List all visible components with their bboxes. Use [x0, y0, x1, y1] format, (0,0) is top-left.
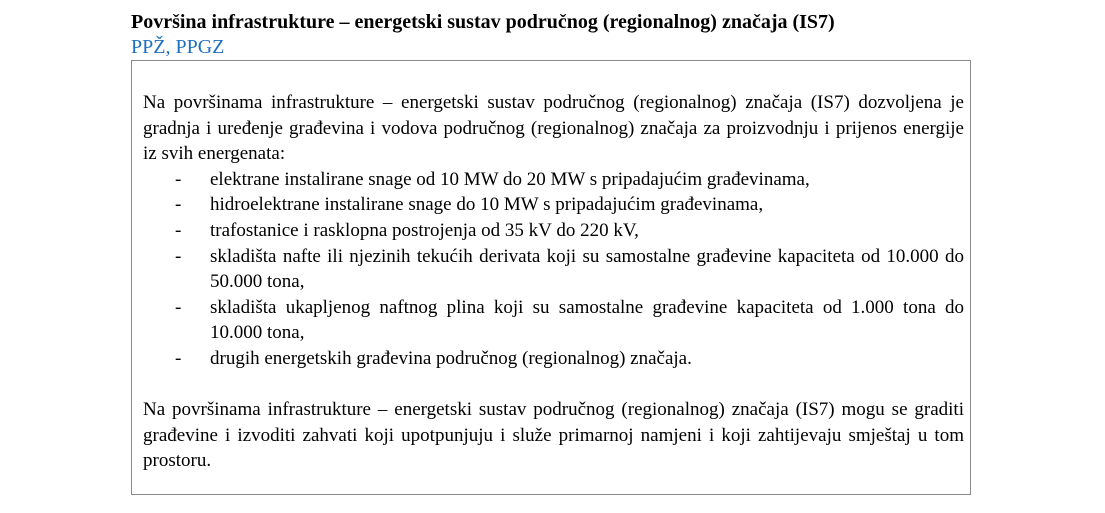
- list-item: [143, 244, 964, 295]
- bullet-dash: -: [175, 219, 182, 241]
- bullet-dash: -: [175, 347, 182, 369]
- bullet-dash: -: [175, 296, 182, 318]
- list-item: [143, 167, 964, 193]
- bullet-dash: -: [175, 245, 182, 267]
- list-item: [143, 192, 964, 218]
- list-item: [143, 346, 964, 372]
- section-title: Površina infrastrukture – energetski sustav područnog (regionalnog) značaja (IS7): [131, 11, 835, 33]
- list-item: [143, 295, 964, 346]
- list-item-text: elektrane instalirane snage od 10 MW do 20 MW s pripadajućim građevinama,: [210, 168, 810, 190]
- bullet-dash: -: [175, 168, 182, 190]
- list-item-text: trafostanice i rasklopna postrojenja od 35 kV do 220 kV,: [210, 219, 639, 241]
- list-item-text: drugih energetskih građevina područnog (regionalnog) značaja.: [210, 347, 692, 369]
- list-item-text: skladišta ukapljenog naftnog plina koji su samostalne građevine kapaciteta od 1.000 tona do 10.000 tona,: [210, 296, 964, 344]
- provision-content: [143, 90, 964, 474]
- list-item: [143, 218, 964, 244]
- provision-box: [131, 60, 971, 495]
- list-item-text: hidroelektrane instalirane snage do 10 MW s pripadajućim građevinama,: [210, 194, 764, 216]
- allowed-structures-list: [143, 167, 964, 372]
- list-item-text: skladišta nafte ili njezinih tekućih derivata koji su samostalne građevine kapaciteta od 10.000 do 50.000 tona,: [210, 245, 964, 293]
- paragraph-spacer: [143, 372, 964, 398]
- plan-reference: PPŽ, PPGZ: [131, 36, 225, 58]
- intro-paragraph: Na površinama infrastrukture – energetski sustav područnog (regionalnog) značaja (IS7) dozvoljena je gradnja i uređenje građevina i vodova područnog (regionalnog) značaja za proizvodnju i prijenos energije iz svih energenata:: [143, 92, 964, 165]
- bullet-dash: -: [175, 194, 182, 216]
- closing-paragraph: Na površinama infrastrukture – energetski sustav područnog (regionalnog) značaja (IS7) mogu se graditi građevine i izvoditi zahvati koji upotpunjuju i služe primarnoj namjeni i koji zahtijevaju smještaj u tom prostoru.: [143, 399, 964, 472]
